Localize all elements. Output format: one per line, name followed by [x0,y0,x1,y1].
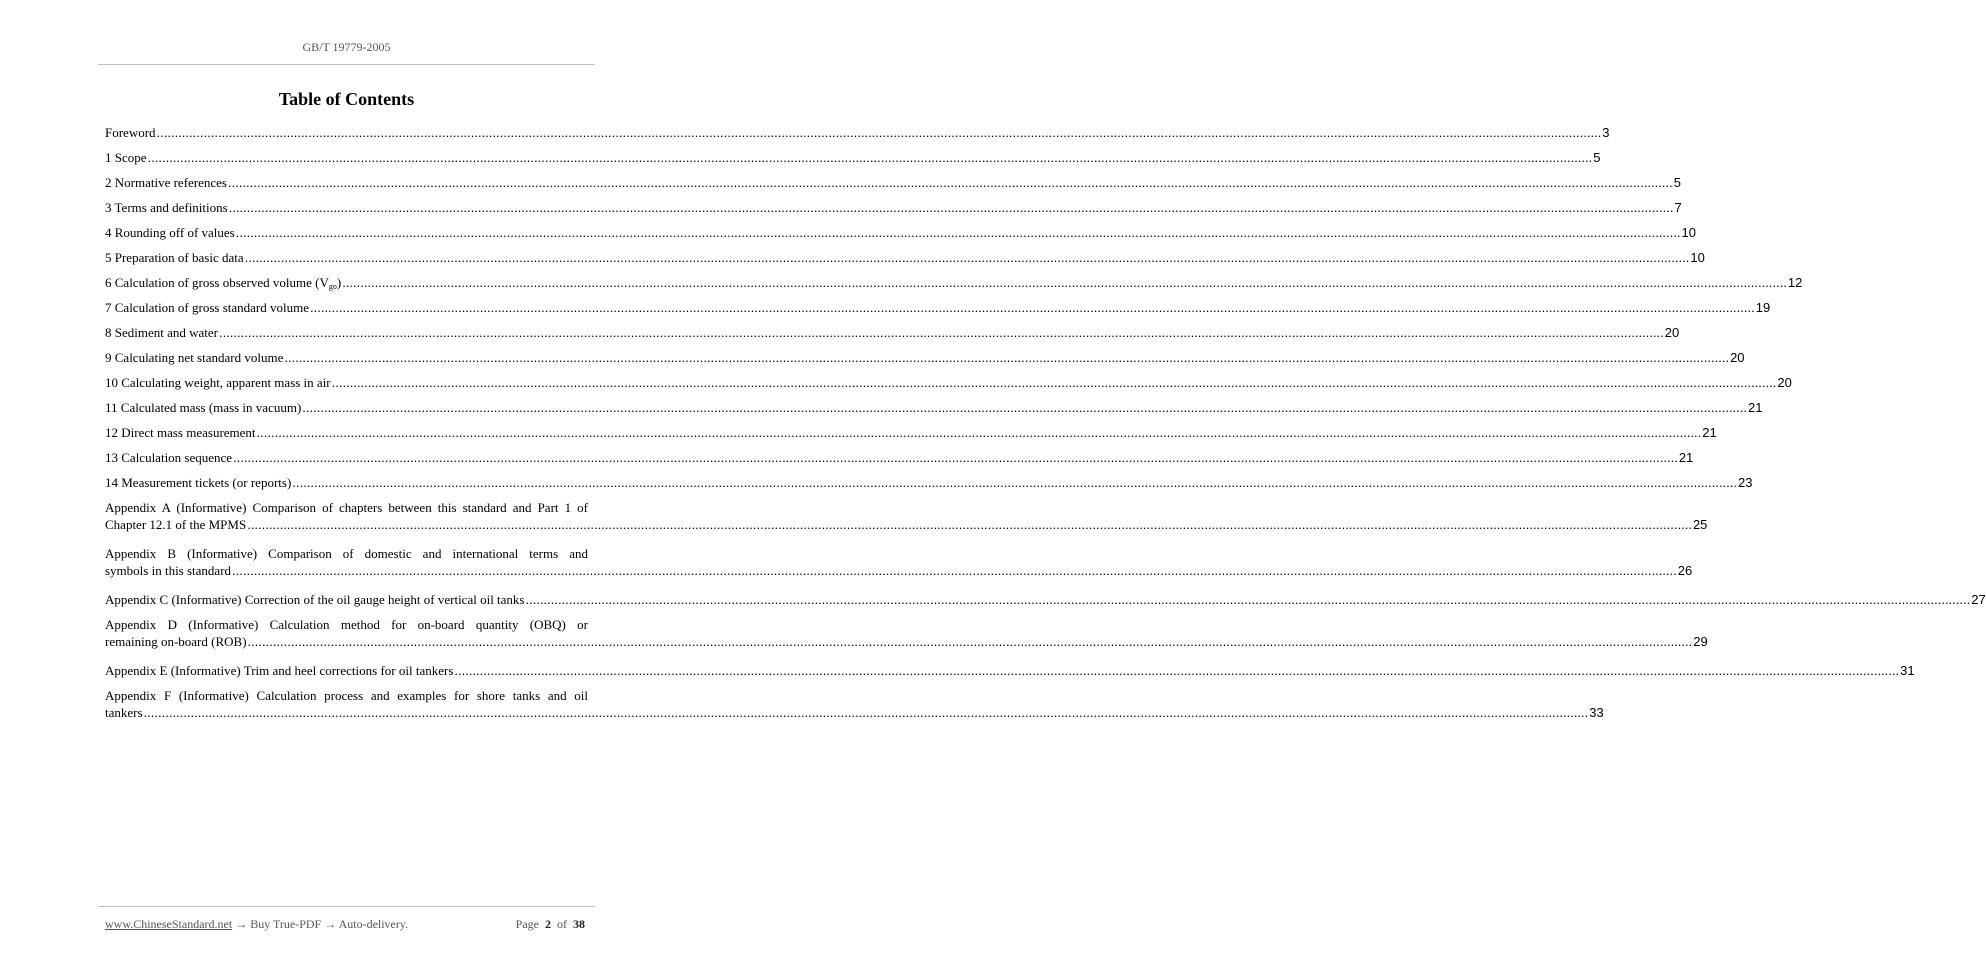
toc-entry-title [105,591,525,608]
toc-entry-title [105,299,309,316]
footer-divider [98,906,595,907]
dot-leader: ................................................................................................................................................................................................................................................................................................................................................................................................................ [147,150,1593,165]
dot-leader: ................................................................................................................................................................................................................................................................................................................................................................................................................ [228,175,1673,190]
toc-page-number: 5 [1593,150,1601,165]
toc-entry-title [105,274,341,295]
toc-entry-line [105,704,1604,721]
toc-entry-text: remaining on-board (ROB) [105,634,247,649]
dot-leader: ................................................................................................................................................................................................................................................................................................................................................................................................................ [219,325,1664,340]
current-page-number: 2 [545,917,551,931]
toc-entry-text: Chapter 12.1 of the MPMS [105,517,247,532]
toc-entry-line [105,149,1601,166]
toc-entry-title [105,349,283,366]
toc-entry-title [105,399,301,416]
toc-entry-line [105,662,1915,679]
table-of-contents [105,124,1986,733]
toc-entry-line [105,633,1708,650]
toc-entry[interactable] [105,349,1745,374]
toc-page-number: 20 [1777,375,1792,390]
toc-entry[interactable] [105,274,1803,299]
toc-entry[interactable] [105,399,1763,424]
toc-entry-text: 13 Calculation sequence [105,450,233,465]
toc-entry-text: Foreword [105,125,156,140]
dot-leader: ................................................................................................................................................................................................................................................................................................................................................................................................................ [156,125,1602,140]
toc-entry[interactable] [105,174,1681,199]
toc-page-number: 10 [1690,250,1705,265]
toc-entry[interactable] [105,124,1610,149]
toc-entry-line [105,249,1705,266]
toc-entry-line [105,274,1803,295]
dot-leader: ................................................................................................................................................................................................................................................................................................................................................................................................................ [233,450,1678,465]
toc-entry-text: 7 Calculation of gross standard volume [105,300,309,315]
dot-leader: ................................................................................................................................................................................................................................................................................................................................................................................................................ [256,425,1702,440]
toc-entry-line [105,516,1708,533]
toc-entry-line [105,374,1792,391]
toc-page-number: 7 [1674,200,1682,215]
toc-entry-line [105,124,1610,141]
running-header: GB/T 19779-2005 [302,40,391,54]
toc-entry[interactable] [105,474,1753,499]
toc-entry-text: 3 Terms and definitions [105,200,228,215]
toc-page-number: 10 [1681,225,1696,240]
page-label: Page [515,917,539,931]
toc-entry[interactable] [105,324,1680,349]
of-label: of [557,917,567,931]
total-page-count: 38 [573,917,585,931]
toc-entry-title [105,474,291,491]
toc-entry-text: 2 Normative references [105,175,227,190]
toc-entry-text: 9 Calculating net standard volume [105,350,284,365]
dot-leader: ................................................................................................................................................................................................................................................................................................................................................................................................................ [292,475,1738,490]
toc-page-number: 25 [1692,517,1708,532]
toc-entry[interactable] [105,499,1708,545]
toc-entry-line [105,224,1696,241]
toc-entry-text: 14 Measurement tickets (or reports) [105,475,292,490]
toc-entry[interactable] [105,449,1694,474]
toc-entry-title-line: Appendix B (Informative) Comparison of domestic and international terms and [105,546,588,561]
dot-leader: ................................................................................................................................................................................................................................................................................................................................................................................................................ [232,563,1677,578]
toc-entry-line [105,424,1717,441]
toc-entry-title [105,324,218,341]
site-link[interactable]: www.ChineseStandard.net [105,917,233,931]
toc-entry[interactable] [105,249,1705,274]
toc-entry[interactable] [105,687,1604,733]
toc-entry[interactable] [105,424,1717,449]
toc-entry-title-line: Appendix A (Informative) Comparison of chapters between this standard and Part 1 of [105,500,588,515]
dot-leader: ................................................................................................................................................................................................................................................................................................................................................................................................................ [342,275,1787,290]
dot-leader: ................................................................................................................................................................................................................................................................................................................................................................................................................ [235,225,1681,240]
toc-entry[interactable] [105,591,1986,616]
dot-leader: ................................................................................................................................................................................................................................................................................................................................................................................................................ [331,375,1777,390]
page-title: Table of Contents [278,89,415,109]
toc-page-number: 27 [1971,592,1986,607]
toc-entry-text: tankers [105,705,143,720]
toc-page-number: 21 [1748,400,1763,415]
toc-entry-text: 4 Rounding off of values [105,225,235,240]
toc-page-number: 20 [1664,325,1680,340]
toc-entry-title [105,449,232,466]
toc-entry-title [105,149,147,166]
toc-entry-title [105,662,453,679]
toc-page-number: 29 [1693,634,1708,649]
toc-entry-text: Appendix C (Informative) Correction of the oil gauge height of vertical oil tanks [105,592,525,607]
footer-promo [105,917,408,932]
toc-entry-line [105,474,1753,491]
dot-leader: ................................................................................................................................................................................................................................................................................................................................................................................................................ [284,350,1730,365]
toc-entry-text: 1 Scope [105,150,147,165]
toc-page-number: 26 [1677,563,1693,578]
toc-entry-title [105,424,256,441]
toc-entry-subscript: go [328,282,337,291]
dot-leader: ................................................................................................................................................................................................................................................................................................................................................................................................................ [525,592,1971,607]
toc-entry-text: 12 Direct mass measurement [105,425,256,440]
toc-entry-title-line: Appendix D (Informative) Calculation method for on-board quantity (OBQ) or [105,617,588,632]
toc-page-number: 33 [1589,705,1604,720]
toc-entry[interactable] [105,299,1771,324]
toc-entry-title [105,249,244,266]
toc-entry-line [105,299,1771,316]
toc-entry[interactable] [105,545,1693,591]
toc-entry[interactable] [105,224,1696,249]
toc-entry-title [105,704,143,721]
toc-entry-title [105,224,235,241]
toc-entry-line [105,562,1693,579]
toc-entry-text: 11 Calculated mass (mass in vacuum) [105,400,302,415]
dot-leader: ................................................................................................................................................................................................................................................................................................................................................................................................................ [310,300,1755,315]
toc-entry-text: 6 Calculation of gross observed volume (V [105,275,329,290]
toc-entry-title [105,174,227,191]
toc-page-number: 5 [1673,175,1681,190]
toc-entry-title [105,562,231,579]
dot-leader: ................................................................................................................................................................................................................................................................................................................................................................................................................ [247,634,1693,649]
toc-entry-line [105,324,1680,341]
toc-page-number: 12 [1787,275,1803,290]
toc-entry-line [105,591,1986,608]
toc-entry[interactable] [105,662,1915,687]
dot-leader: ................................................................................................................................................................................................................................................................................................................................................................................................................ [247,517,1692,532]
header-divider [98,64,595,65]
toc-entry[interactable] [105,616,1708,662]
toc-entry-title [105,199,228,216]
dot-leader: ................................................................................................................................................................................................................................................................................................................................................................................................................ [143,705,1589,720]
toc-entry-line [105,349,1745,366]
toc-entry-line [105,174,1681,191]
dot-leader: ................................................................................................................................................................................................................................................................................................................................................................................................................ [244,250,1690,265]
toc-entry[interactable] [105,374,1792,399]
dot-leader: ................................................................................................................................................................................................................................................................................................................................................................................................................ [302,400,1748,415]
toc-entry-title [105,633,247,650]
toc-entry[interactable] [105,149,1601,174]
toc-entry-text: 5 Preparation of basic data [105,250,244,265]
toc-entry[interactable] [105,199,1682,224]
toc-page-number: 21 [1678,450,1694,465]
toc-page-number: 3 [1602,125,1610,140]
toc-entry-line [105,199,1682,216]
toc-entry-text-suffix: ) [336,275,342,290]
dot-leader: ................................................................................................................................................................................................................................................................................................................................................................................................................ [228,200,1674,215]
toc-entry-line [105,399,1763,416]
toc-page-number: 31 [1900,663,1915,678]
toc-entry-text: 10 Calculating weight, apparent mass in air [105,375,331,390]
toc-page-number: 23 [1738,475,1753,490]
toc-entry-text: 8 Sediment and water [105,325,218,340]
toc-entry-line [105,449,1694,466]
toc-page-number: 20 [1730,350,1745,365]
toc-entry-title [105,124,156,141]
toc-entry-text: Appendix E (Informative) Trim and heel corrections for oil tankers [105,663,454,678]
dot-leader: ................................................................................................................................................................................................................................................................................................................................................................................................................ [454,663,1900,678]
toc-page-number: 19 [1755,300,1771,315]
toc-entry-text: symbols in this standard [105,563,232,578]
page-indicator [516,917,585,932]
toc-entry-title [105,516,246,533]
toc-entry-title-line: Appendix F (Informative) Calculation process and examples for shore tanks and oil [105,688,588,703]
promo-text: → Buy True-PDF → Auto-delivery. [232,917,409,931]
toc-entry-title [105,374,331,391]
toc-page-number: 21 [1702,425,1717,440]
